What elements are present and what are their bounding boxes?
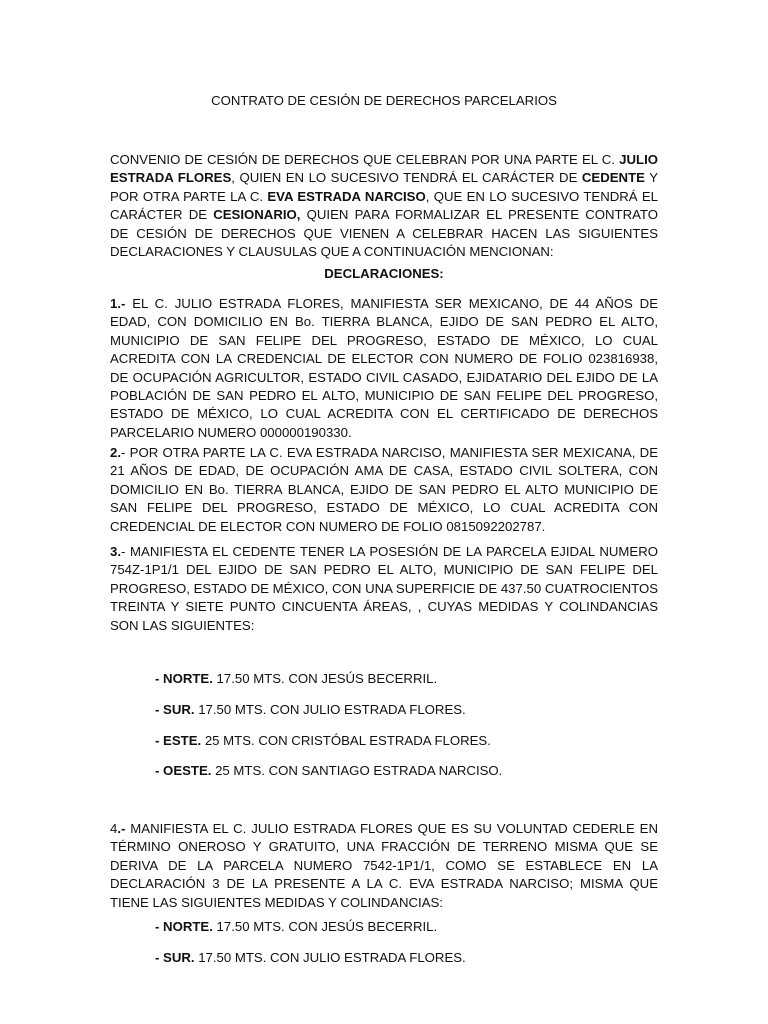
boundary-item <box>155 670 655 688</box>
declaration-4 <box>110 820 658 912</box>
declaration-2-text: - POR OTRA PARTE LA C. EVA ESTRADA NARCISO, MANIFIESTA SER MEXICANA, DE 21 AÑOS DE EDAD, DE OCUPACIÓN AMA DE CASA, ESTADO CIVIL SOLTERA, CON DOMICILIO EN Bo. TIERRA BLANCA, EJIDO DE SAN PEDRO EL ALTO MUNICIPIO DE SAN FELIPE DEL PROGRESO, ESTADO DE MÉXICO, LO CUAL ACREDITA CON CREDENCIAL DE ELECTOR CON NUMERO DE FOLIO 0815092202787. <box>110 445 658 534</box>
boundary-text: 17.50 MTS. CON JESÚS BECERRIL. <box>212 919 438 934</box>
boundary-text: 17.50 MTS. CON JESÚS BECERRIL. <box>212 671 438 686</box>
cesionario-label: CESIONARIO, <box>213 207 301 223</box>
intro-text-3: Y POR OTRA PARTE LA C. <box>110 170 658 204</box>
declaration-3-number: 3. <box>110 544 121 559</box>
boundary-label: - SUR. <box>155 702 195 717</box>
declaration-3-text: - MANIFIESTA EL CEDENTE TENER LA POSESIÓN DE LA PARCELA EJIDAL NUMERO 754Z-1P1/1 DEL EJIDO DE SAN PEDRO EL ALTO, MUNICIPIO DE SAN FELIPE DEL PROGRESO, ESTADO DE MÉXICO, CON UNA SUPERFICIE DE 437.50 CUATROCIENTOS TREINTA Y SIETE PUNTO CINCUENTA ÁREAS, , CUYAS MEDIDAS Y COLINDANCIAS SON LAS SIGUIENTES: <box>110 544 658 633</box>
declaration-4-number: 4 <box>110 821 118 836</box>
declarations-heading: DECLARACIONES: <box>324 266 444 281</box>
boundary-text: 17.50 MTS. CON JULIO ESTRADA FLORES. <box>194 702 466 717</box>
boundary-text: 25 MTS. CON SANTIAGO ESTRADA NARCISO. <box>211 763 503 778</box>
declaration-2-number: 2. <box>110 445 121 460</box>
intro-text-4: , QUE EN LO SUCESIVO TENDRÁ EL CARÁCTER DE <box>110 188 658 223</box>
declaration-1-text: EL C. JULIO ESTRADA FLORES, MANIFIESTA SER MEXICANO, DE 44 AÑOS DE EDAD, CON DOMICILIO EN Bo. TIERRA BLANCA, EJIDO DE SAN PEDRO EL ALTO, MUNICIPIO DE SAN FELIPE DEL PROGRESO, ESTADO DE MÉXICO, LO CUAL ACREDITA CON LA CREDENCIAL DE ELECTOR CON NUMERO DE FOLIO 023816938, DE OCUPACIÓN AGRICULTOR, ESTADO CIVIL CASADO, EJIDATARIO DEL EJIDO DE LA POBLACIÓN DE SAN PEDRO EL ALTO, MUNICIPIO DE SAN FELIPE DEL PROGRESO, ESTADO DE MÉXICO, LO CUAL ACREDITA CON EL CERTIFICADO DE DERECHOS PARCELARIO NUMERO 000000190330. <box>110 296 658 440</box>
boundary-label: - SUR. <box>155 950 195 965</box>
boundary-item <box>155 949 655 967</box>
declaration-1 <box>110 295 658 442</box>
declaration-4-number-suffix: .- <box>117 821 126 836</box>
declaration-1-number: 1.- <box>110 296 126 311</box>
declaration-3 <box>110 543 658 635</box>
boundary-item <box>155 918 655 936</box>
intro-text-2: , QUIEN EN LO SUCESIVO TENDRÁ EL CARÁCTER DE <box>231 170 582 186</box>
intro-paragraph <box>110 151 658 261</box>
boundary-item <box>155 732 655 750</box>
cedente-label: CEDENTE <box>581 170 645 186</box>
boundary-label: - OESTE. <box>155 763 212 778</box>
document-title: CONTRATO DE CESIÓN DE DERECHOS PARCELARIOS <box>211 93 557 108</box>
boundary-label: - NORTE. <box>155 671 213 686</box>
boundary-text: 25 MTS. CON CRISTÓBAL ESTRADA FLORES. <box>201 733 491 748</box>
boundary-item <box>155 762 655 780</box>
declaration-4-text: MANIFIESTA EL C. JULIO ESTRADA FLORES QUE ES SU VOLUNTAD CEDERLE EN TÉRMINO ONEROSO Y GRATUITO, UNA FRACCIÓN DE TERRENO MISMA QUE SE DERIVA DE LA PARCELA NUMERO 7542-1P1/1, COMO SE ESTABLECE EN LA DECLARACIÓN 3 DE LA PRESENTE A LA C. EVA ESTRADA NARCISO; MISMA QUE TIENE LAS SIGUIENTES MEDIDAS Y COLINDANCIAS: <box>110 821 658 910</box>
declaration-2 <box>110 444 658 536</box>
boundary-text: 17.50 MTS. CON JULIO ESTRADA FLORES. <box>194 950 466 965</box>
boundary-label: - ESTE. <box>155 733 202 748</box>
boundary-item <box>155 701 655 719</box>
cedente-name: JULIO ESTRADA FLORES <box>110 152 658 186</box>
intro-text-5: QUIEN PARA FORMALIZAR EL PRESENTE CONTRATO DE CESIÓN DE DERECHOS QUE VIENEN A CELEBRAR HACEN LAS SIGUIENTES DECLARACIONES Y CLAUSULAS QUE A CONTINUACIÓN MENCIONAN: <box>110 207 658 260</box>
cesionario-name: EVA ESTRADA NARCISO <box>267 188 426 204</box>
intro-text-1: CONVENIO DE CESIÓN DE DERECHOS QUE CELEBRAN POR UNA PARTE EL C. <box>110 152 620 167</box>
boundary-label: - NORTE. <box>155 919 213 934</box>
